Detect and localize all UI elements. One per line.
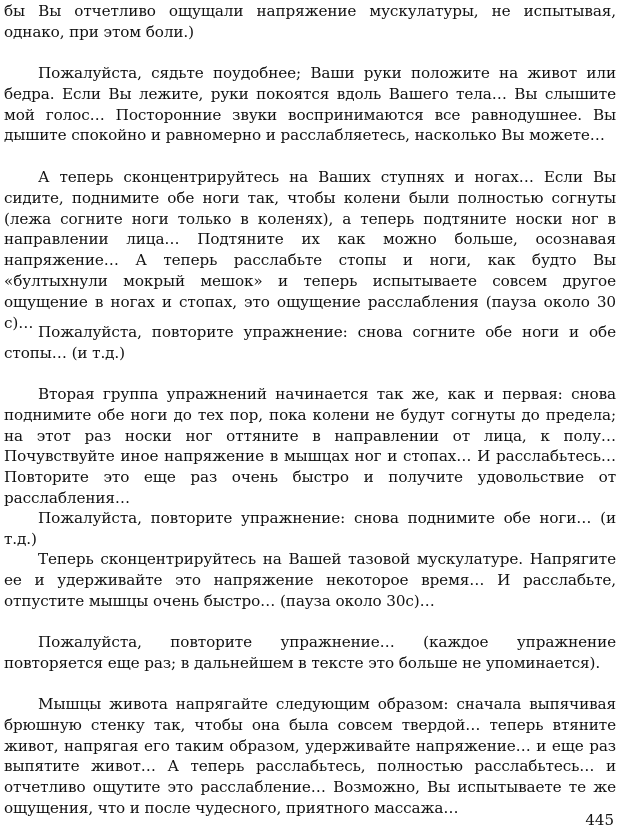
paragraph-continuation: бы Вы отчетливо ощущали напряжение мускулатуры, не испытывая, однако, при этом боли.) xyxy=(4,2,616,41)
paragraph-repeat-3: Пожалуйста, повторите упражнение… (каждое упражнение повторяется еще раз; в дальнейшем в тексте это больше не упоминается). xyxy=(4,633,616,672)
paragraph-feet-and-legs: А теперь сконцентрируйтесь на Ваших ступнях и ногах… Если Вы сидите, поднимите обе ноги так, чтобы колени были полностью согнуты (лежа согните ноги только в коленях), а теперь подтяните носки ног в направлении лица… Подтяните их как можно больше, осознавая напряжение… А теперь расслабьте стопы и ноги, как будто Вы «бултыхнули мокрый мешок» и теперь испытываете совсем другое ощущение в ногах и стопах, это ощущение расслабления (пауза около 30 с)… xyxy=(4,168,616,332)
paragraph-sit-comfortably: Пожалуйста, сядьте поудобнее; Ваши руки положите на живот или бедра. Если Вы лежите, руки покоятся вдоль Вашего тела… Вы слышите мой голос… Посторонние звуки воспринимаются все равнодушнее. Вы дышите спокойно и равномерно и расслабляетесь, насколько Вы можете… xyxy=(4,64,616,145)
paragraph-repeat-1: Пожалуйста, повторите упражнение: снова согните обе ноги и обе стопы… (и т.д.) xyxy=(4,323,616,362)
page-number: 445 xyxy=(585,811,614,829)
paragraph-pelvic-muscles: Теперь сконцентрируйтесь на Вашей тазовой мускулатуре. Напрягите ее и удерживайте это напряжение некоторое время… И расслабьте, отпустите мышцы очень быстро… (пауза около 30с)… xyxy=(4,550,616,610)
paragraph-abdominal-muscles: Мышцы живота напрягайте следующим образом: сначала выпячивая брюшную стенку так, чтобы она была совсем твердой… теперь втяните живот, напрягая его таким образом, удерживайте напряжение… и еще раз выпятите живот… А теперь расслабьтесь, полностью расслабьтесь… и отчетливо ощутите это расслабление… Возможно, Вы испытываете те же ощущения, что и после чудесного, приятного массажа… xyxy=(4,695,616,817)
paragraph-repeat-2: Пожалуйста, повторите упражнение: снова поднимите обе ноги… (и т.д.) xyxy=(4,509,616,548)
paragraph-second-group: Вторая группа упражнений начинается так же, как и первая: снова поднимите обе ноги до тех пор, пока колени не будут согнуты до предела; на этот раз носки ног оттяните в направлении от лица, к полу… Почувствуйте иное напряжение в мышцах ног и стопах… И расслабьтесь… Повторите это еще раз очень быстро и получите удовольствие от расслабления… xyxy=(4,385,616,507)
